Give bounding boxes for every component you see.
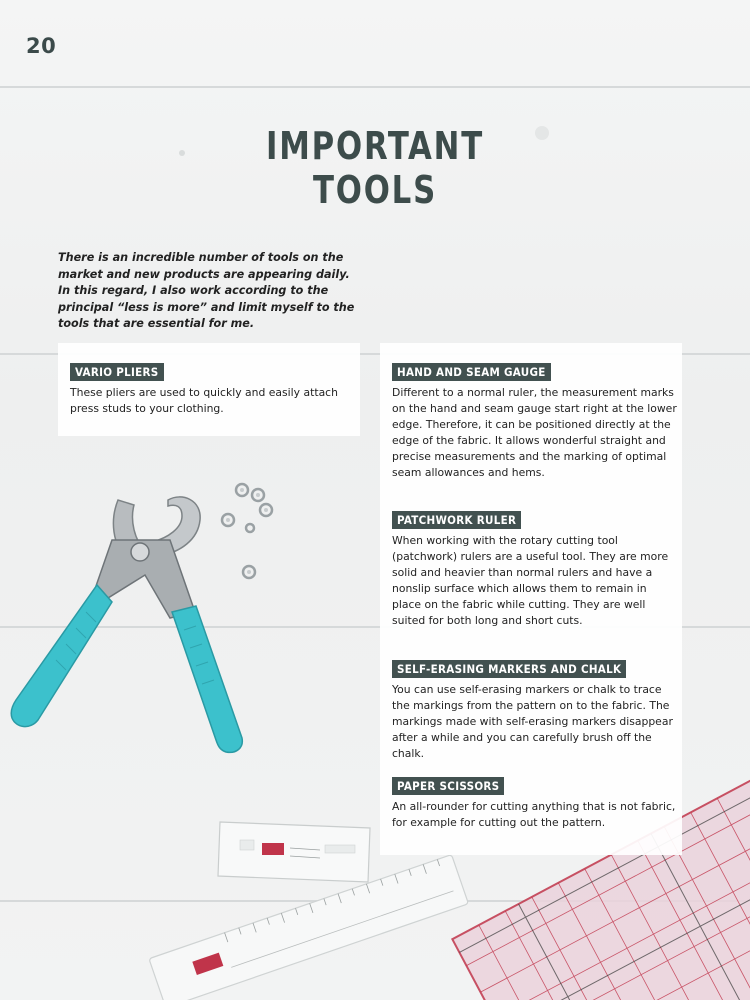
section-heading: HAND AND SEAM GAUGE: [392, 363, 551, 381]
section-self-erasing-markers: [392, 658, 677, 762]
section-text: Different to a normal ruler, the measurement marks on the hand and seam gauge start right at the lower edge. Therefore, it can be positioned directly at the edge of the fabric. It allows wonderful straight and precise measurements and the marking of optimal seam allowances and hems.: [392, 386, 677, 479]
vario-pliers: [11, 497, 242, 752]
section-hand-and-seam-gauge: [392, 361, 677, 481]
section-paper-scissors: [392, 775, 677, 831]
page-title-line-2: TOOLS: [312, 168, 438, 212]
section-heading: SELF-ERASING MARKERS AND CHALK: [392, 660, 626, 678]
section-vario-pliers: [70, 361, 355, 417]
intro-paragraph: There is an incredible number of tools on the market and new products are appearing daily. In this regard, I also work according to the principal “less is more” and limit myself to the tools that are essential for me.: [58, 251, 355, 330]
section-heading: PAPER SCISSORS: [392, 777, 504, 795]
press-studs: [222, 484, 272, 578]
page-title: [38, 124, 713, 212]
section-text: An all-rounder for cutting anything that is not fabric, for example for cutting out the pattern.: [392, 800, 676, 829]
section-text: You can use self-erasing markers or chalk to trace the markings from the pattern on to the fabric. The markings made with self-erasing markers disappear after a while and you can carefully brush off the chalk.: [392, 683, 673, 760]
section-text: These pliers are used to quickly and easily attach press studs to your clothing.: [70, 386, 338, 415]
section-text: When working with the rotary cutting tool (patchwork) rulers are a useful tool. They are more solid and heavier than normal rulers and have a nonslip surface which allows them to remain in place on the fabric while cutting. They are well suited for both long and short cuts.: [392, 534, 669, 627]
page-number: 20: [26, 34, 57, 58]
vario-pliers-card: [58, 343, 360, 436]
hand-gauge: [218, 822, 370, 882]
tools-card: [380, 343, 682, 855]
page-title-line-1: IMPORTANT: [265, 124, 484, 168]
section-heading: VARIO PLIERS: [70, 363, 164, 381]
section-heading: PATCHWORK RULER: [392, 511, 521, 529]
section-patchwork-ruler: [392, 509, 677, 629]
